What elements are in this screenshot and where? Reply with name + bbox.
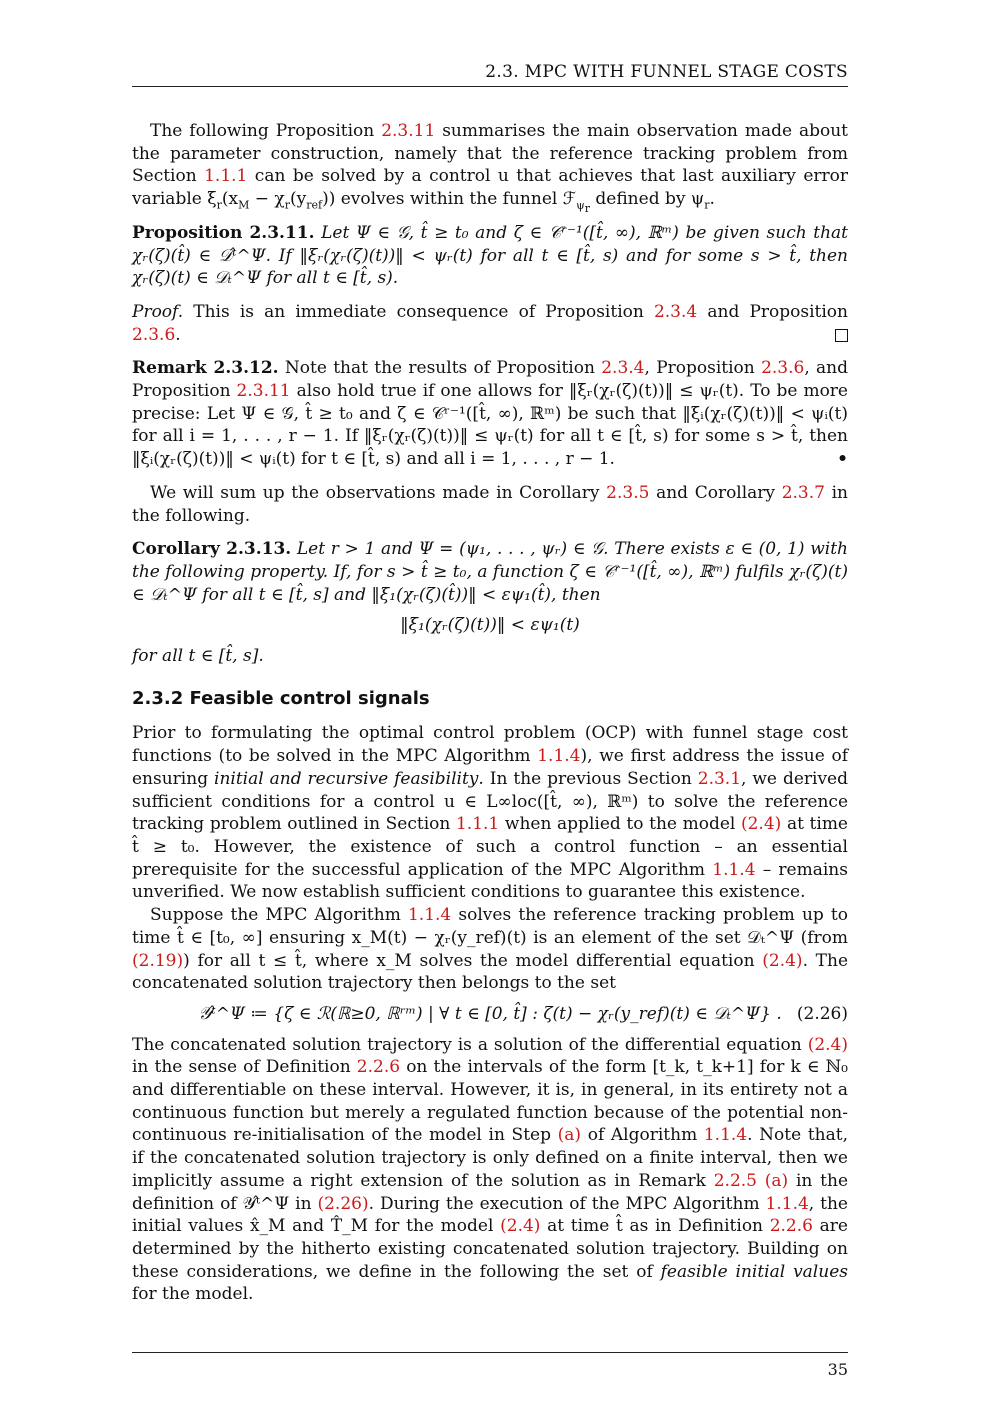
ref-link[interactable]: 2.2.6 (769, 1216, 813, 1237)
ref-link[interactable]: (2.19) (132, 950, 184, 971)
ref-link[interactable]: 2.3.7 (781, 482, 825, 503)
ref-link[interactable]: (2.4) (807, 1034, 848, 1055)
proof-label: Proof. (132, 301, 184, 322)
ref-link[interactable]: (2.4) (740, 814, 782, 835)
paragraph-intro: The following Proposition 2.3.11 summarises the main observation made about the parameter construction, namely that the reference tracking problem from Section 1.1.1 can be solved by a control u that achieves that last auxiliary error variable $\xi_r(x_M - \chi_r(y_{ref}))$ evolves within the funnel ℱ$_{\psi_r}$ defined by $\psi_r$. (132, 121, 849, 215)
corollary-label: Corollary 2.3.13. (132, 539, 292, 560)
corollary-display-formula: ‖ξ₁(χᵣ(ζ)(t))‖ < εψ₁(t) (400, 615, 580, 636)
paragraph-feasibility: Prior to formulating the optimal control problem (OCP) with funnel stage cost functions (to be solved in the MPC Algorithm 1.1.4), we first address the issue of ensuring initial and recursive feasibility. In the previous Section 2.3.1, we derived sufficient conditions for a control u ∈ L∞loc([t̂, ∞), ℝᵐ) to solve the reference tracking problem outlined in Section 1.1.1 when applied to the model (2.4) at time t̂ ≥ t₀. However, the existence of such a control function – an essential prerequisite for the successful application of the MPC Algorithm 1.1.4 – remains unverified. We now establish sufficient conditions to guarantee this existence. (132, 723, 849, 903)
ref-link[interactable]: (2.4) (762, 950, 803, 971)
equation-2-26 (132, 1003, 848, 1026)
ref-link[interactable]: 2.3.6 (132, 324, 176, 345)
page (132, 0, 848, 1414)
ref-link[interactable]: 2.3.11 (236, 381, 291, 402)
equation-body: 𝒴ᵗ̂^Ψ ≔ {ζ ∈ ℛ(ℝ≥0, ℝʳᵐ) | ∀ t ∈ [0, t̂] : ζ(t) − χᵣ(y_ref)(t) ∈ 𝒟ₜ^Ψ} . (198, 1003, 782, 1024)
header-rule (132, 86, 848, 87)
remark-label: Remark 2.3.12. (132, 358, 279, 379)
remark-end-mark: • (837, 449, 848, 470)
ref-link[interactable]: 2.3.4 (601, 358, 645, 379)
ref-link[interactable]: 2.3.6 (761, 358, 805, 379)
paragraph-summary: We will sum up the observations made in Corollary 2.3.5 and Corollary 2.3.7 in the following. (132, 482, 848, 526)
corollary-2-3-13: Corollary 2.3.13. Let r > 1 and Ψ = (ψ₁, . . . , ψᵣ) ∈ 𝒢. There exists ε ∈ (0, 1) with the following property. If, for s > t̂ ≥ t₀, a function ζ ∈ 𝒞ʳ⁻¹([t̂, ∞), ℝᵐ) fulfils χᵣ(ζ)(t) ∈ 𝒟ₜ^Ψ for all t ∈ [t̂, s] and ‖ξ₁(χᵣ(ζ)(t̂))‖ < εψ₁(t̂), then (132, 539, 848, 605)
ref-link[interactable]: (2.26) (317, 1193, 369, 1214)
ref-link[interactable]: 1.1.4 (765, 1193, 809, 1214)
ref-link[interactable]: 2.2.6 (356, 1057, 401, 1078)
ref-link[interactable]: 2.3.4 (653, 301, 698, 322)
proposition-2-3-11: Proposition 2.3.11. Let Ψ ∈ 𝒢, t̂ ≥ t₀ and ζ ∈ 𝒞ʳ⁻¹([t̂, ∞), ℝᵐ) be given such that χᵣ(ζ)(t̂) ∈ 𝒟ᵗ̂^Ψ. If ‖ξᵣ(χᵣ(ζ)(t))‖ < ψᵣ(t) for all t ∈ [t̂, s) and for some s > t̂, then χᵣ(ζ)(t) ∈ 𝒟ₜ^Ψ for all t ∈ [t̂, s). (132, 222, 848, 289)
ref-link[interactable]: 1.1.4 (407, 905, 452, 926)
ref-link[interactable]: 2.3.5 (606, 482, 650, 503)
equation-number: (2.26) (796, 1003, 848, 1024)
paragraph-solution-trajectory: The concatenated solution trajectory is a solution of the differential equation (2.4) in the sense of Definition 2.2.6 on the intervals of the form [t_k, t_k+1] for k ∈ ℕ₀ and differentiable on these interval. However, it is, in general, in its entirety not a continuous function but merely a regulated function because of the potential non-continuous re-initialisation of the model in Step (a) of Algorithm 1.1.4. Note that, if the concatenated solution trajectory is only defined on a finite interval, then we implicitly assume a right extension of the solution as in Remark 2.2.5 (a) in the definition of 𝒴ᵗ̂^Ψ in (2.26). During the execution of the MPC Algorithm 1.1.4, the initial values x̂_M and T̂_M for the model (2.4) at time t̂ as in Definition 2.2.6 are determined by the hitherto existing concatenated solution trajectory. Building on these considerations, we define in the following the set of feasible initial values for the model. (132, 1034, 848, 1305)
ref-link[interactable]: 2.3.11 (381, 121, 436, 141)
ref-link[interactable]: 2.2.5 (a) (713, 1170, 789, 1191)
page-number: 35 (827, 1360, 848, 1379)
qed-symbol (835, 329, 848, 342)
remark-2-3-12: Remark 2.3.12. Note that the results of Proposition 2.3.4, Proposition 2.3.6, and Proposition 2.3.11 also hold true if one allows for ‖ξᵣ(χᵣ(ζ)(t))‖ ≤ ψᵣ(t). To be more precise: Let Ψ ∈ 𝒢, t̂ ≥ t₀ and ζ ∈ 𝒞ʳ⁻¹([t̂, ∞), ℝᵐ) be such that ‖ξᵢ(χᵣ(ζ)(t))‖ < ψᵢ(t) for all i = 1, . . . , r − 1. If ‖ξᵣ(χᵣ(ζ)(t))‖ ≤ ψᵣ(t) for all t ∈ [t̂, s) for some s > t̂, then ‖ξᵢ(χᵣ(ζ)(t))‖ < ψᵢ(t) for t ∈ [t̂, s) and all i = 1, . . . , r − 1. • (132, 358, 849, 470)
corollary-tail: for all t ∈ [t̂, s]. (132, 646, 264, 667)
ref-link[interactable]: 1.1.4 (703, 1125, 748, 1146)
paragraph-concatenation: Suppose the MPC Algorithm 1.1.4 solves the reference tracking problem up to time t̂ ∈ [t₀, ∞] ensuring x_M(t) − χᵣ(y_ref)(t) is an element of the set 𝒟ₜ^Ψ (from (2.19)) for all t ≤ t̂, where x_M solves the model differential equation (2.4). The concatenated solution trajectory then belongs to the set (132, 905, 849, 994)
section-heading: 2.3.2 Feasible control signals (132, 687, 430, 709)
ref-link[interactable]: 1.1.1 (455, 814, 500, 835)
ref-link[interactable]: (a) (557, 1125, 582, 1146)
ref-link[interactable]: (2.4) (500, 1216, 541, 1237)
running-header: 2.3. MPC WITH FUNNEL STAGE COSTS (485, 62, 848, 82)
proposition-label: Proposition 2.3.11. (132, 222, 315, 243)
ref-link[interactable]: 2.3.1 (697, 768, 742, 789)
ref-link[interactable]: 1.1.1 (204, 166, 248, 187)
proof: Proof. This is an immediate consequence of Proposition 2.3.4 and Proposition 2.3.6. (132, 301, 848, 345)
ref-link[interactable]: 1.1.4 (537, 746, 581, 767)
page-body (132, 120, 848, 1306)
footer-rule (132, 1352, 848, 1353)
ref-link[interactable]: 1.1.4 (712, 859, 756, 880)
